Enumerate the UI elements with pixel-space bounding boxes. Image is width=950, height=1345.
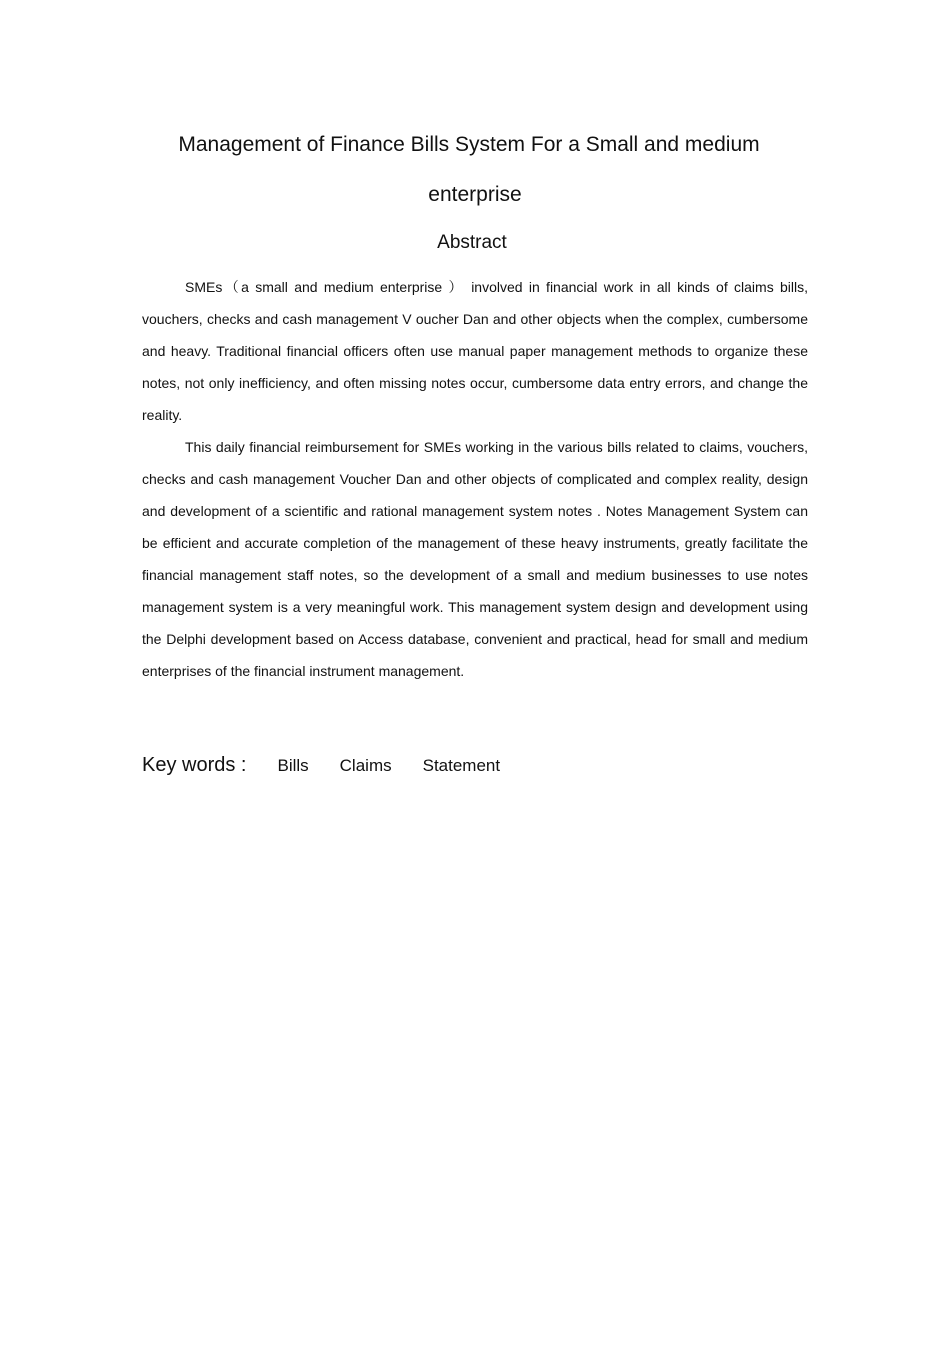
keyword-item: Statement	[422, 756, 501, 775]
title-line-2: enterprise	[428, 183, 522, 206]
keywords-row	[142, 750, 808, 780]
title-line-1: Management of Finance Bills System For a Small and medium	[178, 133, 760, 156]
abstract-heading: Abstract	[437, 232, 507, 253]
abstract-paragraph-2: This daily financial reimbursement for SMEs working in the various bills related to claims, vouchers, checks and cash management Voucher Dan and other objects of complicated and complex reality, design and development of a scientific and rational management system notes . Notes Management System can be efficient and accurate completion of the management of these heavy instruments, greatly facilitate the financial management staff notes, so the development of a small and medium businesses to use notes management system is a very meaningful work. This management system design and development using the Delphi development based on Access database, convenient and practical, head for small and medium enterprises of the financial instrument management.	[142, 439, 808, 679]
abstract-paragraph-1: SMEs（a small and medium enterprise ） involved in financial work in all kinds of claims bills, vouchers, checks and cash management V oucher Dan and other objects when the complex, cumbersome and heavy. Traditional financial officers often use manual paper management methods to organize these notes, not only inefficiency, and often missing notes occur, cumbersome data entry errors, and change the reality.	[142, 279, 808, 423]
keyword-item: Bills	[277, 756, 309, 775]
keyword-item: Claims	[339, 756, 392, 775]
keywords-label: Key words :	[142, 754, 247, 776]
